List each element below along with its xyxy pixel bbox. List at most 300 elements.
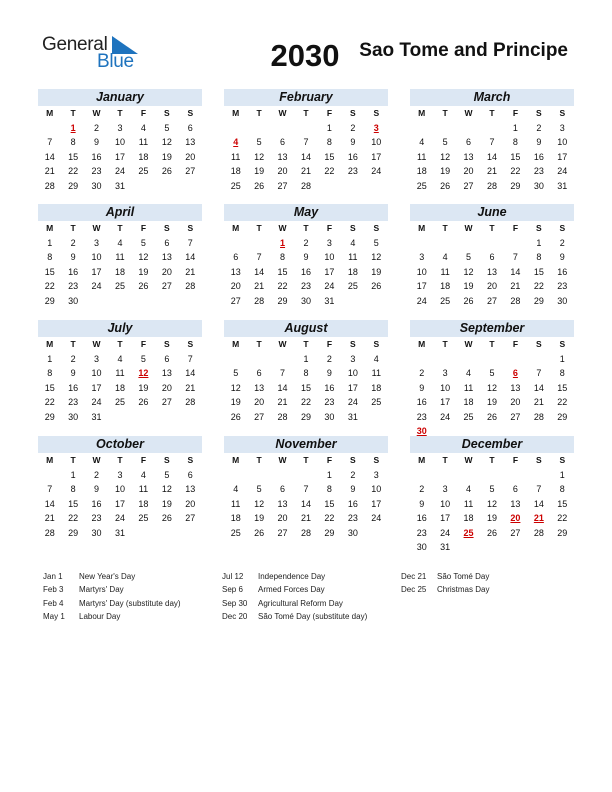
day-cell: 24 [91,397,102,407]
day-cell: 2 [350,122,356,133]
weekday-header: S [187,339,194,349]
holiday-name: New Year's Day [79,572,136,581]
weekday-header: T [442,108,448,118]
day-cell: 20 [254,397,265,407]
day-cell: 27 [277,527,288,538]
day-cell: 7 [256,252,262,262]
logo-word-general: General [42,34,108,55]
month-february [224,89,388,193]
day-cell: 10 [371,484,382,494]
holiday-date: Dec 20 [222,611,248,621]
empty-cell [247,468,270,483]
weekday-header: T [117,223,123,233]
day-cell: 12 [161,137,172,147]
day-cell: 30 [91,180,102,191]
day-cell: 28 [185,281,196,291]
logo-word-blue: Blue [97,51,134,72]
day-cell: 30 [347,527,358,538]
day-cell: 10 [114,137,125,147]
weekday-header: S [373,223,380,233]
day-cell: 14 [300,498,311,509]
month-september [410,320,574,439]
day-cell: 10 [114,484,125,494]
day-cell: 26 [138,281,149,291]
day-cell: 26 [254,180,265,191]
day-cell: 8 [536,252,542,262]
day-cell: 13 [230,266,241,277]
month-title: May [224,204,388,221]
day-cell: 16 [300,266,311,277]
day-cell: 8 [559,368,565,378]
day-cell: 5 [233,368,239,378]
weekday-header: M [46,108,54,118]
day-cell: 15 [557,498,568,509]
day-cell: 27 [510,527,521,538]
day-cell: 11 [115,252,125,262]
day-cell: 13 [486,266,497,277]
day-cell: 28 [254,295,265,306]
weekday-header: T [70,223,76,233]
weekday-header: T [442,223,448,233]
month-title: November [224,436,388,453]
day-cell: 26 [138,397,149,407]
day-cell: 30 [324,411,335,422]
weekday-header: F [512,223,519,233]
weekday-header: W [92,223,101,233]
day-cell: 9 [94,484,100,494]
day-cell: 16 [68,382,79,393]
day-cell: 21 [185,382,196,393]
day-cell: 22 [510,166,521,176]
empty-cell [527,352,550,367]
day-cell: 17 [324,266,335,277]
day-cell: 27 [230,295,241,306]
day-cell: 21 [185,266,196,277]
holiday-item [43,570,181,583]
day-cell: 20 [510,397,521,407]
day-cell: 1 [536,237,542,248]
day-cell: 15 [557,382,568,393]
day-cell: 29 [557,527,568,538]
day-cell: 12 [371,252,382,262]
logo [42,34,152,74]
day-cell: 25 [463,411,474,422]
day-cell: 9 [326,368,332,378]
day-cell: 14 [185,252,196,262]
empty-cell [480,236,503,251]
day-cell: 18 [463,513,474,523]
day-cell: 3 [419,252,425,262]
day-cell: 18 [230,166,241,176]
day-cell: 14 [44,151,55,162]
empty-cell [247,121,270,136]
weekday-header: W [278,223,287,233]
day-cell: 17 [114,151,125,162]
month-title: March [410,89,574,106]
day-cell: 26 [161,166,172,176]
holiday-name: Armed Forces Day [258,585,325,595]
day-cell: 30 [416,542,427,552]
weekday-header: T [303,455,309,465]
empty-cell [433,352,456,367]
day-cell: 22 [44,397,55,407]
empty-cell [527,468,550,483]
day-cell: 11 [371,368,381,378]
day-cell: 11 [138,137,149,147]
day-cell: 19 [440,166,451,176]
day-cell: 30 [68,295,79,306]
day-cell: 19 [138,266,149,277]
day-cell: 27 [185,166,196,176]
weekday-header: F [512,455,519,465]
empty-cell [38,468,61,483]
day-cell: 2 [70,353,76,364]
day-cell: 5 [373,237,379,248]
weekday-header: T [489,108,495,118]
empty-cell [224,468,247,483]
weekday-header: T [70,455,76,465]
weekday-header: M [46,339,54,349]
country-name: Sao Tome and Principe [359,40,568,61]
day-cell: 1 [559,469,565,480]
day-cell: 25 [440,295,451,306]
day-cell: 23 [324,397,335,407]
day-cell: 5 [489,484,495,494]
weekday-header: S [350,339,356,349]
day-cell: 6 [233,252,239,262]
day-cell: 18 [114,382,125,393]
day-cell: 13 [254,382,265,393]
day-cell: 10 [557,137,568,147]
day-cell: 15 [324,498,335,509]
day-cell: 8 [47,252,53,262]
day-cell: 29 [277,295,288,306]
day-cell: 12 [230,382,241,393]
day-cell: 6 [280,484,286,494]
holiday-date: Feb 3 [43,585,64,595]
holiday-name: Christmas Day [437,585,490,595]
day-cell: 30 [91,527,102,538]
empty-cell [271,468,294,483]
day-cell: 10 [324,252,335,262]
weekday-header: S [350,108,356,118]
weekday-header: W [278,339,287,349]
day-cell: 9 [419,498,425,509]
weekday-header: S [536,455,542,465]
day-cell: 6 [512,484,518,494]
day-cell: 28 [510,295,521,306]
day-cell: 18 [416,166,427,176]
day-cell: 27 [277,180,288,191]
day-cell: 8 [326,484,332,494]
day-cell: 20 [277,513,288,523]
day-cell: 26 [161,513,172,523]
weekday-header: S [559,223,566,233]
day-cell: 10 [440,498,451,509]
day-cell: 8 [559,484,565,494]
day-cell: 2 [94,469,100,480]
day-cell: 28 [277,411,288,422]
day-cell: 8 [70,137,76,147]
day-cell: 5 [256,484,262,494]
day-cell: 11 [231,151,241,162]
day-cell: 17 [347,382,358,393]
day-cell: 23 [68,397,79,407]
day-cell: 1 [512,122,518,133]
day-cell: 7 [303,484,309,494]
day-cell: 22 [277,281,288,291]
day-cell: 24 [416,295,427,306]
day-cell: 13 [510,382,521,393]
weekday-header: S [559,455,566,465]
holiday-day-cell: 25 [463,527,474,538]
day-cell: 28 [44,180,55,191]
day-cell: 8 [303,368,309,378]
day-cell: 17 [91,382,102,393]
day-cell: 18 [138,498,149,509]
day-cell: 7 [489,137,495,147]
holiday-name: Agricultural Reform Day [258,598,343,608]
empty-cell [480,468,503,483]
day-cell: 28 [533,527,544,538]
day-cell: 20 [161,382,172,393]
day-cell: 10 [371,137,382,147]
day-cell: 1 [47,353,53,364]
day-cell: 31 [91,411,102,422]
day-cell: 15 [300,382,311,393]
day-cell: 10 [440,382,451,393]
month-november [224,436,388,540]
day-cell: 24 [371,513,382,523]
day-cell: 22 [324,513,335,523]
day-cell: 20 [230,281,241,291]
weekday-header: M [46,223,54,233]
weekday-header: W [92,339,101,349]
empty-cell [433,236,456,251]
weekday-header: F [326,108,333,118]
holiday-day-cell: 20 [510,513,521,523]
day-cell: 13 [185,137,196,147]
day-cell: 14 [486,151,497,162]
empty-cell [504,468,527,483]
day-cell: 7 [303,137,309,147]
day-cell: 14 [277,382,288,393]
day-cell: 19 [254,166,265,176]
month-june [410,204,574,308]
day-cell: 3 [442,368,448,378]
day-cell: 14 [533,382,544,393]
weekday-header: T [70,108,76,118]
weekday-header: M [232,455,240,465]
day-cell: 19 [138,382,149,393]
day-cell: 4 [140,122,146,133]
day-cell: 18 [440,281,451,291]
day-cell: 29 [68,527,79,538]
day-cell: 18 [138,151,149,162]
day-cell: 4 [442,252,448,262]
day-cell: 31 [347,411,358,422]
day-cell: 22 [324,166,335,176]
day-cell: 1 [326,469,332,480]
day-cell: 3 [350,353,356,364]
day-cell: 5 [140,237,146,248]
weekday-header: S [559,108,566,118]
day-cell: 29 [557,411,568,422]
day-cell: 3 [117,469,123,480]
month-title: June [410,204,574,221]
day-cell: 24 [91,281,102,291]
day-cell: 9 [350,484,356,494]
day-cell: 10 [91,368,102,378]
day-cell: 23 [533,166,544,176]
day-cell: 29 [44,295,55,306]
day-cell: 11 [115,368,125,378]
day-cell: 26 [486,527,497,538]
day-cell: 16 [533,151,544,162]
day-cell: 7 [47,137,53,147]
weekday-header: S [373,339,380,349]
day-cell: 3 [94,353,100,364]
day-cell: 11 [463,382,474,393]
weekday-header: S [164,108,170,118]
day-cell: 30 [68,411,79,422]
day-cell: 25 [230,527,241,538]
weekday-header: M [46,455,54,465]
day-cell: 18 [347,266,358,277]
day-cell: 18 [371,382,382,393]
weekday-header: M [232,108,240,118]
weekday-header: T [489,455,495,465]
weekday-header: M [418,455,426,465]
empty-cell [504,352,527,367]
empty-cell [433,468,456,483]
holiday-name: Independence Day [258,572,326,581]
weekday-header: T [256,223,262,233]
day-cell: 27 [463,180,474,191]
day-cell: 8 [512,137,518,147]
day-cell: 19 [463,281,474,291]
weekday-header: S [187,223,194,233]
day-cell: 19 [254,513,265,523]
day-cell: 16 [68,266,79,277]
day-cell: 6 [187,122,193,133]
day-cell: 12 [440,151,451,162]
holiday-item [222,583,367,596]
day-cell: 9 [303,252,309,262]
day-cell: 16 [416,513,427,523]
empty-cell [410,352,433,367]
weekday-header: F [140,339,147,349]
day-cell: 5 [164,122,170,133]
holiday-name: Martyrs' Day (substitute day) [79,598,181,608]
weekday-header: S [373,455,380,465]
day-cell: 16 [347,151,358,162]
day-cell: 26 [463,295,474,306]
day-cell: 22 [68,513,79,523]
day-cell: 25 [347,281,358,291]
day-cell: 28 [533,411,544,422]
day-cell: 7 [512,252,518,262]
weekday-header: W [92,455,101,465]
day-cell: 17 [371,498,382,509]
day-cell: 24 [324,281,335,291]
weekday-header: T [70,339,76,349]
day-cell: 20 [185,498,196,509]
weekday-header: F [326,223,333,233]
holiday-item [222,570,367,583]
day-cell: 7 [536,368,542,378]
empty-cell [433,121,456,136]
day-cell: 12 [138,252,149,262]
day-cell: 31 [557,180,568,191]
day-cell: 5 [489,368,495,378]
day-cell: 13 [161,252,172,262]
day-cell: 21 [44,166,55,176]
day-cell: 28 [185,397,196,407]
weekday-header: F [326,339,333,349]
weekday-header: T [489,339,495,349]
day-cell: 23 [557,281,568,291]
day-cell: 17 [440,513,451,523]
empty-cell [457,468,480,483]
day-cell: 6 [187,469,193,480]
empty-cell [410,468,433,483]
day-cell: 22 [68,166,79,176]
day-cell: 21 [277,397,288,407]
holiday-day-cell: 6 [512,368,518,378]
day-cell: 22 [44,281,55,291]
day-cell: 15 [533,266,544,277]
day-cell: 23 [300,281,311,291]
weekday-header: M [418,108,426,118]
day-cell: 25 [138,513,149,523]
day-cell: 24 [557,166,568,176]
empty-cell [480,121,503,136]
weekday-header: W [278,108,287,118]
holiday-item [43,597,181,610]
day-cell: 28 [44,527,55,538]
day-cell: 28 [300,180,311,191]
day-cell: 11 [463,498,474,509]
weekday-header: T [303,223,309,233]
weekday-header: T [117,455,123,465]
day-cell: 4 [466,484,472,494]
day-cell: 10 [416,266,427,277]
day-cell: 1 [559,353,565,364]
day-cell: 11 [138,484,149,494]
day-cell: 26 [254,527,265,538]
day-cell: 24 [347,397,358,407]
weekday-header: M [418,339,426,349]
day-cell: 4 [419,137,425,147]
day-cell: 22 [300,397,311,407]
day-cell: 15 [68,498,79,509]
day-cell: 27 [486,295,497,306]
day-cell: 31 [114,180,125,191]
day-cell: 29 [510,180,521,191]
weekday-header: W [464,108,473,118]
day-cell: 13 [277,151,288,162]
weekday-header: S [164,455,170,465]
day-cell: 13 [161,368,172,378]
empty-cell [457,352,480,367]
day-cell: 3 [559,122,565,133]
empty-cell [224,236,247,251]
day-cell: 9 [419,382,425,393]
day-cell: 24 [440,527,451,538]
day-cell: 13 [185,484,196,494]
day-cell: 28 [300,527,311,538]
